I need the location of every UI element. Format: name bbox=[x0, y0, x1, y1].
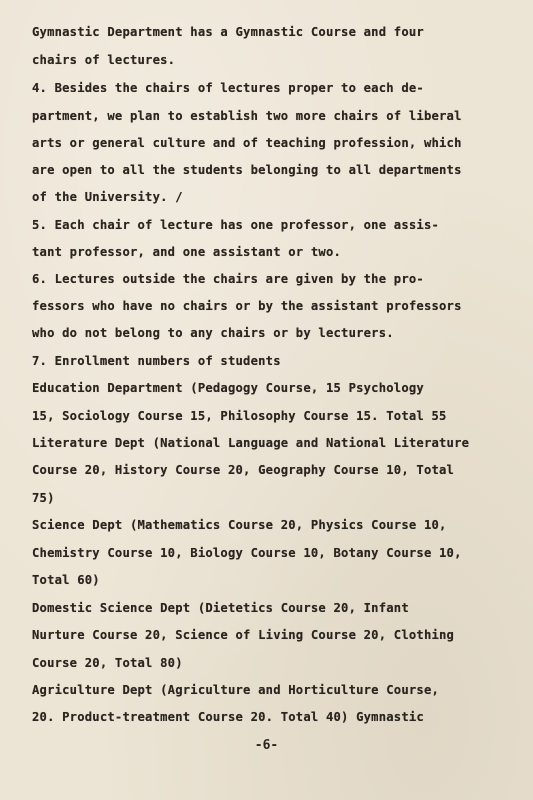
text-line: 4. Besides the chairs of lectures proper to each de- bbox=[32, 81, 424, 95]
text-line: 5. Each chair of lecture has one professor, one assis- bbox=[32, 218, 440, 232]
text-line: 75) bbox=[32, 491, 55, 505]
text-line: Course 20, Total 80) bbox=[32, 656, 183, 670]
text-line: chairs of lectures. bbox=[32, 53, 176, 67]
text-line: tant professor, and one assistant or two. bbox=[32, 245, 342, 259]
text-line: Chemistry Course 10, Biology Course 10, Botany Course 10, bbox=[32, 546, 462, 560]
text-line: arts or general culture and of teaching profession, which bbox=[32, 136, 462, 150]
text-line: 15, Sociology Course 15, Philosophy Course 15. Total 55 bbox=[32, 409, 447, 423]
text-line: 20. Product-treatment Course 20. Total 40) Gymnastic bbox=[32, 710, 424, 724]
text-line: Nurture Course 20, Science of Living Course 20, Clothing bbox=[32, 628, 455, 642]
text-line: Gymnastic Department has a Gymnastic Course and four bbox=[32, 25, 424, 39]
text-line: fessors who have no chairs or by the assistant professors bbox=[32, 299, 462, 313]
text-line: Course 20, History Course 20, Geography Course 10, Total bbox=[32, 463, 455, 477]
text-line: Education Department (Pedagogy Course, 15 Psychology bbox=[32, 381, 424, 395]
text-line: Science Dept (Mathematics Course 20, Physics Course 10, bbox=[32, 518, 447, 532]
text-line: Domestic Science Dept (Dietetics Course 20, Infant bbox=[32, 601, 409, 615]
text-line: who do not belong to any chairs or by lecturers. bbox=[32, 326, 394, 340]
text-line: Total 60) bbox=[32, 573, 100, 587]
text-line: partment, we plan to establish two more chairs of liberal bbox=[32, 109, 462, 123]
text-line: of the University. / bbox=[32, 190, 183, 204]
text-line: Literature Dept (National Language and National Literature bbox=[32, 436, 470, 450]
page-number: -6- bbox=[254, 738, 279, 753]
text-line: are open to all the students belonging to all departments bbox=[32, 163, 462, 177]
text-line: 7. Enrollment numbers of students bbox=[32, 354, 281, 368]
text-line: 6. Lectures outside the chairs are given by the pro- bbox=[32, 272, 424, 286]
text-line: Agriculture Dept (Agriculture and Horticulture Course, bbox=[32, 683, 440, 697]
